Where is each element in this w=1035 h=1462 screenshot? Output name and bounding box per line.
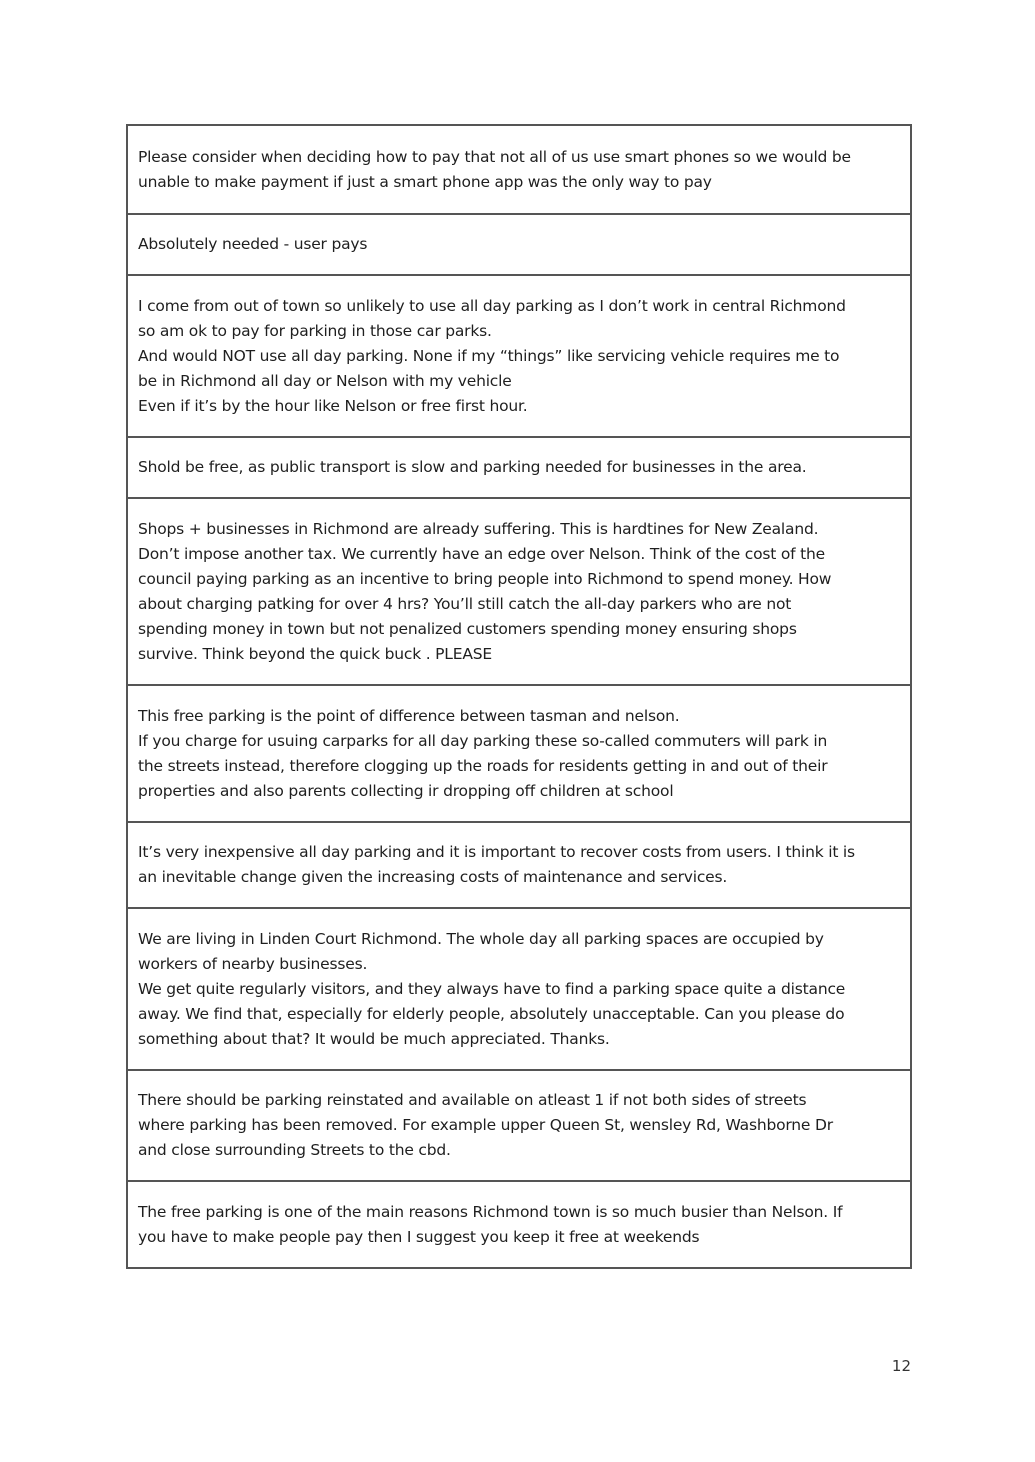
comment-row — [128, 821, 910, 907]
comment-row — [128, 1180, 910, 1267]
comment-line: We are living in Linden Court Richmond. The whole day all parking spaces are occupied by — [138, 929, 824, 948]
comment-row — [128, 436, 910, 497]
comment-line: unable to make payment if just a smart phone app was the only way to pay — [138, 172, 712, 191]
comment-row — [128, 126, 910, 213]
comment-line: something about that? It would be much appreciated. Thanks. — [138, 1029, 610, 1048]
comment-row — [128, 274, 910, 436]
comment-line: where parking has been removed. For example upper Queen St, wensley Rd, Washborne Dr — [138, 1116, 833, 1134]
comment-line: the streets instead, therefore clogging up the roads for residents getting in and out of their — [138, 756, 828, 775]
comment-row — [128, 907, 910, 1069]
comment-line: The free parking is one of the main reasons Richmond town is so much busier than Nelson. If — [138, 1202, 843, 1221]
comment-row — [128, 1069, 910, 1180]
comment-line: council paying parking as an incentive to bring people into Richmond to spend money. How — [138, 569, 832, 588]
comment-line: be in Richmond all day or Nelson with my vehicle — [138, 371, 512, 390]
comment-line: I come from out of town so unlikely to use all day parking as I don’t work in central Richmond — [138, 296, 846, 315]
comment-line: There should be parking reinstated and available on atleast 1 if not both sides of streets — [138, 1091, 807, 1109]
comment-line: and close surrounding Streets to the cbd. — [138, 1141, 451, 1159]
comment-line: We get quite regularly visitors, and they always have to find a parking space quite a distance — [138, 979, 846, 998]
comment-line: properties and also parents collecting ir dropping off children at school — [138, 781, 674, 800]
comment-line: Don’t impose another tax. We currently have an edge over Nelson. Think of the cost of the — [138, 544, 825, 563]
comment-line: Absolutely needed - user pays — [138, 235, 368, 253]
page-number: 12 — [891, 1357, 911, 1375]
comment-line: Shold be free, as public transport is slow and parking needed for businesses in the area. — [138, 458, 807, 476]
comment-line: survive. Think beyond the quick buck . PLEASE — [138, 644, 492, 663]
comment-line: If you charge for usuing carparks for all day parking these so-called commuters will park in — [138, 731, 828, 750]
comment-line: an inevitable change given the increasing costs of maintenance and services. — [138, 868, 728, 886]
comment-row — [128, 213, 910, 274]
comment-line: This free parking is the point of difference between tasman and nelson. — [138, 706, 680, 725]
comment-line: And would NOT use all day parking. None if my “things” like servicing vehicle requires me to — [138, 346, 840, 365]
comments-table — [126, 124, 912, 1269]
comment-line: away. We find that, especially for elderly people, absolutely unacceptable. Can you please do — [138, 1004, 845, 1023]
comment-row — [128, 497, 910, 684]
comment-row — [128, 684, 910, 821]
comment-line: workers of nearby businesses. — [138, 954, 368, 973]
comment-line: about charging patking for over 4 hrs? You’ll still catch the all-day parkers who are not — [138, 594, 792, 613]
comment-line: Please consider when deciding how to pay that not all of us use smart phones so we would be — [138, 147, 851, 166]
comment-line: Shops + businesses in Richmond are already suffering. This is hardtines for New Zealand. — [138, 519, 819, 538]
comment-line: Even if it’s by the hour like Nelson or free first hour. — [138, 396, 528, 415]
comment-line: you have to make people pay then I suggest you keep it free at weekends — [138, 1227, 700, 1246]
comment-line: so am ok to pay for parking in those car parks. — [138, 321, 492, 340]
comment-line: spending money in town but not penalized customers spending money ensuring shops — [138, 619, 797, 638]
comment-line: It’s very inexpensive all day parking and it is important to recover costs from users. I think it is — [138, 843, 855, 861]
